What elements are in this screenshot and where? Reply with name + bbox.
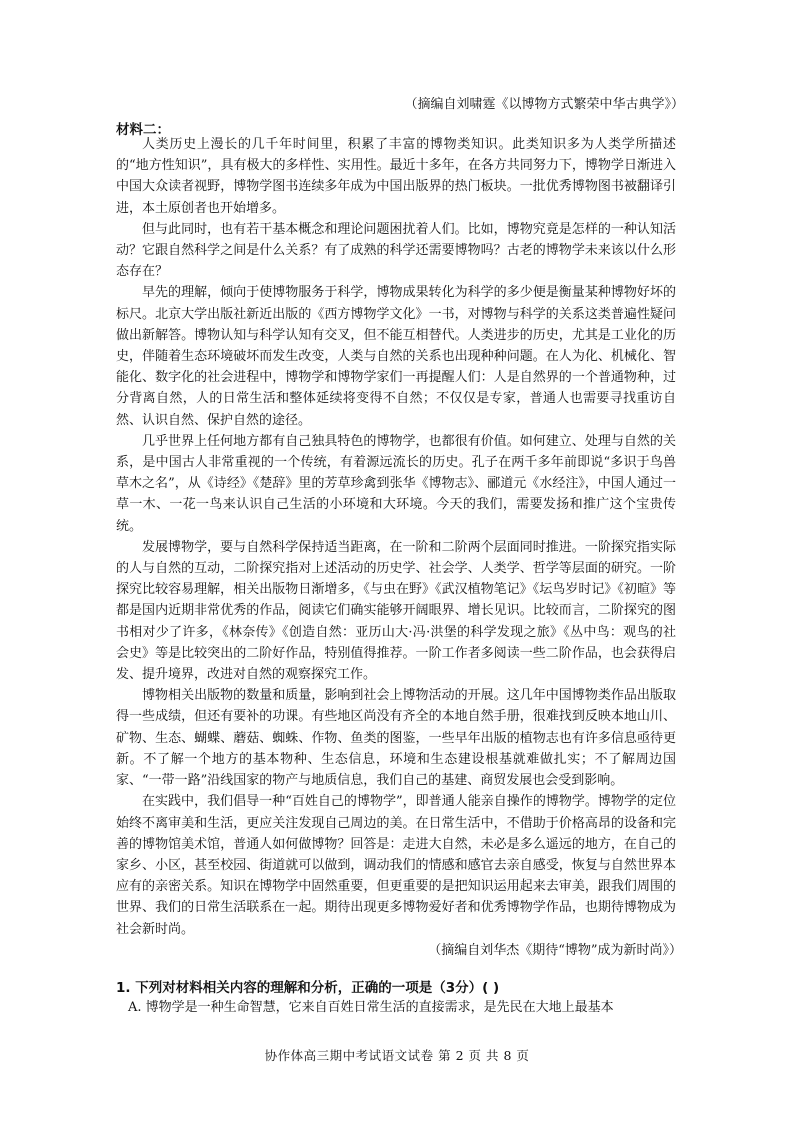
question-1: 1. 下列对材料相关内容的理解和分析，正确的一项是（3分）( ): [116, 980, 500, 996]
paragraph: 在实践中，我们倡导一种“百姓自己的博物学”，即普通人能亲自操作的博物学。博物学的定位始终不离审美和生活，更应关注发现自己周边的美。在日常生活中，不借助于价格高昂的设备和完善的博物馆美术馆，普通人如何做博物？回答是：走进大自然，未必是多么遥远的地方，在自己的家乡、小区，甚至校园、街道就可以做到，调动我们的情感和感官去亲自感受，恢复与自然世界本应有的亲密关系。知识在博物学中固然重要，但更重要的是把知识运用起来去审美，跟我们周围的世界、我们的日常生活联系在一起。期待出现更多博物爱好者和优秀博物学作品，也期待博物成为社会新时尚。: [116, 794, 676, 937]
option-a: A. 博物学是一种生命智慧，它来自百姓日常生活的直接需求，是先民在大地上最基本: [128, 1000, 614, 1015]
paragraph: 但与此同时，也有若干基本概念和理论问题困扰着人们。比如，博物究竟是怎样的一种认知活动？它跟自然科学之间是什么关系？有了成熟的科学还需要博物吗？古老的博物学未来该以什么形态存在？: [116, 221, 676, 280]
source-citation-top: （摘编自刘啸霆《以博物方式繁荣中华古典学》）: [404, 97, 684, 112]
paragraph: 几乎世界上任何地方都有自己独具特色的博物学，也都很有价值。如何建立、处理与自然的关系，是中国古人非常重视的一个传统，有着源远流长的历史。孔子在两千多年前即说“多识于鸟兽草木之名”，从《诗经》《楚辞》里的芳草珍禽到张华《博物志》、郦道元《水经注》，中国人通过一草一木、一花一鸟来认识自己生活的小环境和大环境。今天的我们，需要发扬和推广这个宝贵传统。: [116, 433, 676, 534]
paragraph: 发展博物学，要与自然科学保持适当距离，在一阶和二阶两个层面同时推进。一阶探究指实际的人与自然的互动，二阶探究指对上述活动的历史学、社会学、人类学、哲学等层面的研究。一阶探究比较容易理解，相关出版物日渐增多，《与虫在野》《武汉植物笔记》《坛鸟岁时记》《初暄》等都是国内近期非常优秀的作品，阅读它们确实能够开阔眼界、增长见识。比较而言，二阶探究的图书相对少了许多，《林奈传》《创造自然：亚历山大·冯·洪堡的科学发现之旅》《丛中鸟：观鸟的社会史》等是比较突出的二阶好作品，特别值得推荐。一阶工作者多阅读一些二阶作品，也会获得启发、提升境界，改进对自然的观察探究工作。: [116, 539, 676, 683]
page-footer: 协作体高三期中考试语文试卷 第 2 页 共 8 页: [264, 1048, 530, 1063]
material-heading: 材料二：: [116, 122, 170, 138]
article-body: [116, 134, 682, 961]
paragraph: 博物相关出版物的数量和质量，影响到社会上博物活动的开展。这几年中国博物类作品出版取得一些成绩，但还有要补的功课。有些地区尚没有齐全的本地自然手册，很难找到反映本地山川、矿物、生态、蝴蝶、蘑菇、蜘蛛、作物、鱼类的图鉴，一些早年出版的植物志也有许多信息亟待更新。不了解一个地方的基本物种、生态信息，环境和生态建设根基就难做扎实；不了解周边国家、“一带一路”沿线国家的物产与地质信息，我们自己的基建、商贸发展也会受到影响。: [116, 688, 676, 789]
paragraph: 人类历史上漫长的几千年时间里，积累了丰富的博物类知识。此类知识多为人类学所描述的“地方性知识”，具有极大的多样性、实用性。最近十多年，在各方共同努力下，博物学日渐进入中国大众读者视野，博物学图书连续多年成为中国出版界的热门板块。一批优秀博物图书被翻译引进，本土原创者也开始增多。: [116, 137, 676, 216]
paragraph: 早先的理解，倾向于使博物服务于科学，博物成果转化为科学的多少便是衡量某种博物好坏的标尺。北京大学出版社新近出版的《西方博物学文化》一书，对博物与科学的关系这类普遍性疑问做出新解答。博物认知与科学认知有交叉，但不能互相替代。人类进步的历史，尤其是工业化的历史，伴随着生态环境破坏而发生改变，人类与自然的关系也出现种种问题。在人为化、机械化、智能化、数字化的社会进程中，博物学和博物学家们一再提醒人们：人是自然界的一个普通物种，过分背离自然，人的日常生活和整体延续将变得不自然；不仅仅是专家，普通人也需要寻找重访自然、认识自然、保护自然的途径。: [116, 285, 676, 428]
source-citation-bottom: （摘编自刘华杰《期待“博物”成为新时尚》）: [428, 942, 682, 958]
